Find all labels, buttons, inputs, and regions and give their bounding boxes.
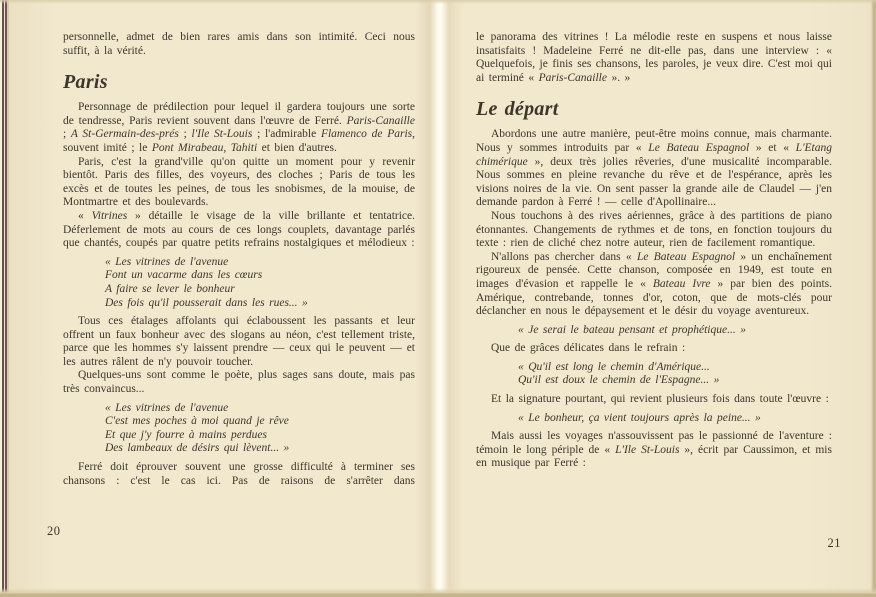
page-content [476, 31, 832, 471]
body-text: ». » [606, 71, 631, 84]
italic-text: Bateau Ivre [652, 277, 711, 290]
right-page [462, 0, 869, 597]
italic-text: Paris-Canaille [346, 114, 415, 127]
verse-line: Et que j'y fourre à mains perdues [105, 428, 267, 441]
body-text: ; [63, 128, 71, 141]
verse [518, 324, 832, 338]
italic-text: Vitrines [91, 209, 128, 222]
body-text: , souvent imité ; le [63, 128, 415, 154]
body-text: « [78, 209, 92, 222]
book-left-edge [0, 0, 9, 597]
book-spine-fold [416, 0, 462, 597]
body-text: Que de grâces délicates dans le refrain : [491, 342, 686, 355]
italic-text: l'Ile St-Louis [191, 128, 253, 141]
italic-text: L'Etang chimérique [476, 141, 832, 168]
paragraph [476, 393, 832, 407]
paragraph [476, 210, 832, 251]
italic-text: Pont Mirabeau, Tahiti [151, 141, 258, 154]
body-text: », deux très jolies rêveries, d'une musicalité incomparable. Nous sommes en pleine revanche du rêve et de l'espérance, après les visions noires de la vie. On sent passer la grande aile de Claudel — j'en demande pardon à Ferré ! — celle d'Apollinaire... [476, 155, 832, 209]
paragraph [63, 461, 415, 488]
italic-text: L'Ile St-Louis [615, 443, 680, 456]
body-text: », écrit par Caussimon, et mis en musique par Ferré : [476, 443, 832, 470]
book-right-edge [869, 0, 876, 597]
paragraph [476, 430, 832, 471]
body-text: le panorama des vitrines ! La mélodie reste en suspens et nous laisse insatisfaits ! Madeleine Ferré ne dit-elle pas, dans une interview : « Quelquefois, je finis ses chansons, les paroles, je veux dire. C'est moi qui ai terminé « [476, 31, 832, 84]
body-text: Nous touchons à des rives aériennes, grâce à des partitions de piano étonnantes. Changements de rythmes et de tons, en fonction toujours du texte : rien de cliché chez notre auteur, rien de facilement romantique. [476, 209, 832, 250]
verse-line: Des lambeaux de désirs qui lèvent... » [105, 442, 290, 455]
body-text: Abordons une autre manière, peut-être moins connue, mais charmante. Nous y sommes introduits par « [476, 128, 832, 154]
paragraph [63, 156, 415, 210]
body-text: N'allons pas chercher dans « [491, 250, 637, 263]
paragraph [63, 31, 415, 58]
body-text: » détaille le visage de la ville brillante et tentatrice. Déferlement de mots au cours de ces longs couplets, davantage parlés que chantés, coupés par quatre petits refrains nostalgiques et mélodieux : [63, 209, 415, 250]
verse [105, 256, 415, 310]
verse-line: Qu'il est doux le chemin de l'Espagne... » [518, 374, 720, 387]
verse-line: Font un vacarme dans les cœurs [105, 269, 263, 282]
verse-line: Des fois qu'il pousserait dans les rues... » [105, 296, 308, 309]
book-top-edge [0, 0, 876, 4]
verse-line: A faire se lever le bonheur [105, 282, 235, 295]
body-text: Paris, c'est la grand'ville qu'on quitte un moment pour y revenir bientôt. Paris des filles, des voyeurs, des cloches ; Paris de tous les excès et de toutes les peines, de tous les snobismes, de la mouise, de Montmartre et des boulevards. [63, 155, 415, 209]
paragraph [476, 251, 832, 319]
verse-line: « Je serai le bateau pensant et prophétique... » [518, 323, 746, 336]
body-text: et bien d'autres. [257, 141, 337, 154]
book-bottom-edge [0, 588, 876, 597]
body-text: Quelques-uns sont comme le poète, plus sages sans doute, mais pas très convaincus... [63, 369, 415, 396]
page-number: 21 [827, 536, 841, 550]
verse [105, 402, 415, 456]
paragraph [476, 31, 832, 85]
verse-line: « Le bonheur, ça vient toujours après la peine... » [518, 411, 761, 424]
italic-text: Paris-Canaille [538, 71, 607, 84]
body-text: Et la signature pourtant, qui revient plusieurs fois dans toute l'œuvre : [491, 393, 829, 406]
section-heading: Le départ [476, 98, 559, 121]
paragraph [63, 101, 415, 155]
verse-line: « Les vitrines de l'avenue [105, 401, 229, 414]
paragraph [476, 128, 832, 210]
verse [518, 412, 832, 426]
verse-line: « Les vitrines de l'avenue [105, 255, 229, 268]
verse-line: C'est mes poches à moi quand je rêve [105, 415, 289, 428]
paragraph [63, 315, 415, 369]
verse [518, 361, 832, 388]
paragraph [63, 210, 415, 251]
body-text: personnelle, admet de bien rares amis dans son intimité. Ceci nous suffit, à la vérité. [63, 31, 415, 57]
page-content [63, 31, 415, 488]
left-page [9, 0, 420, 597]
italic-text: Le Bateau Espagnol [636, 250, 736, 263]
body-text: Personnage de prédilection pour lequel il gardera toujours une sorte de tendresse, Paris revient souvent dans l'œuvre de Ferré. [63, 101, 415, 127]
italic-text: A St-Germain-des-prés [70, 128, 179, 141]
paragraph [63, 369, 415, 396]
italic-text: Flamenco de Paris [320, 128, 413, 141]
page-number: 20 [47, 524, 61, 538]
body-text: » et « [749, 141, 796, 154]
body-text: ; l'admirable [252, 128, 321, 141]
italic-text: Le Bateau Espagnol [648, 141, 750, 154]
section-heading: Paris [63, 71, 108, 94]
body-text: » un enchaînement rigoureux de pensée. Cette chanson, composée en 1949, est toute en images d'évasion et rappelle le « [476, 250, 832, 290]
body-text: Ferré doit éprouver souvent une grosse difficulté à terminer ses chansons : c'est le cas ici. Pas de raisons de s'arrêter dans [63, 461, 415, 487]
verse-line: « Qu'il est long le chemin d'Amérique... [518, 360, 710, 373]
body-text: Mais aussi les voyages n'assouvissent pas le passionné de l'aventure : témoin le long périple de « [476, 430, 832, 456]
paragraph [476, 342, 832, 356]
body-text: » par bien des points. Amérique, contrebande, tonnes d'or, coton, que de mots-clés pour déclancher en nous le dépaysement et le désir du voyage aventureux. [476, 277, 832, 318]
body-text: Tous ces étalages affolants qui éclaboussent les passants et leur offrent un faux bonheur avec des slogans au néon, c'est tellement triste, parce que les hommes s'y laissent prendre — ceux qui le peuvent — et les autres râlent de n'y pouvoir toucher. [63, 315, 415, 368]
body-text: ; [178, 128, 192, 141]
